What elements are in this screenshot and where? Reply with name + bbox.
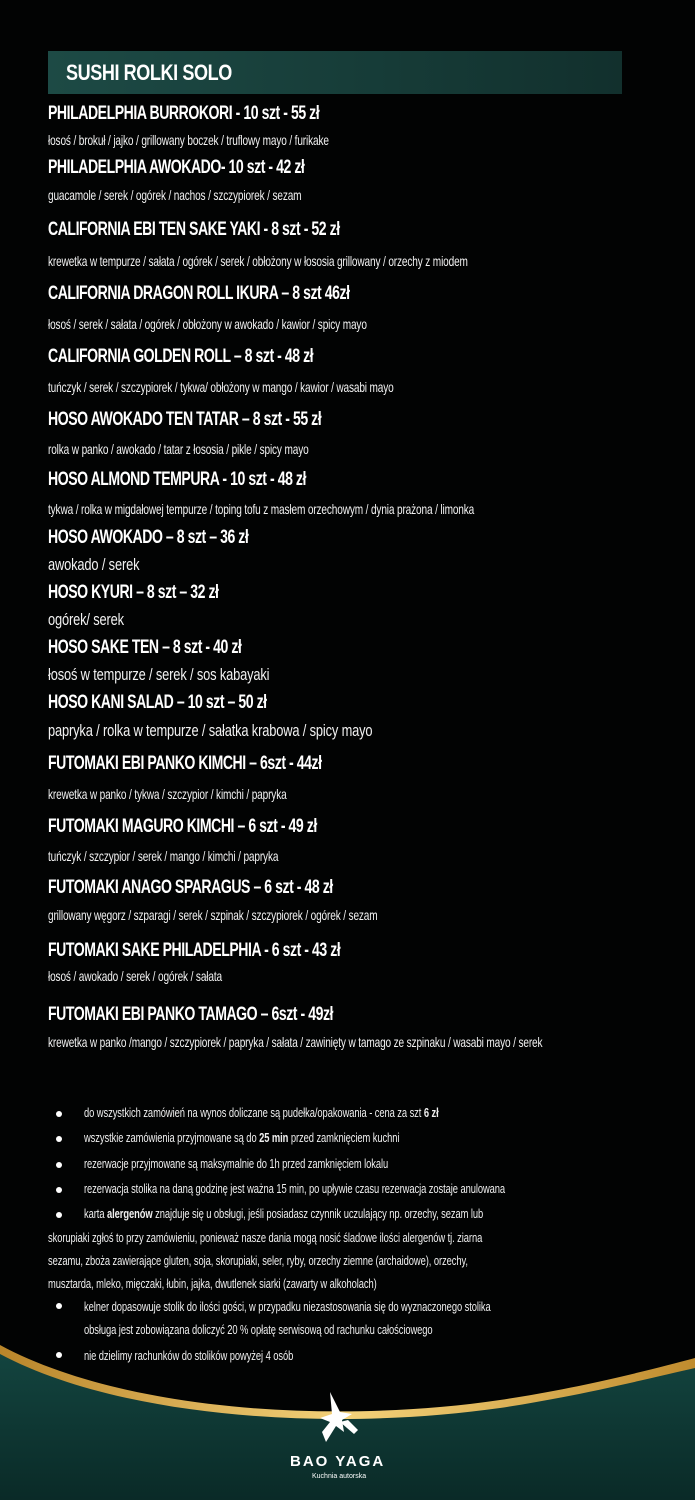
- note-service-fee-cont: obsługa jest zobowiązana doliczyć 20 % opłatę serwisową od rachunku całościowego: [84, 1322, 433, 1337]
- menu-item-description: krewetka w panko /mango / szczypiorek / papryka / sałata / zawinięty w tamago ze szpinaku / wasabi mayo / serek: [48, 1034, 543, 1050]
- menu-item-description: krewetka w tempurze / sałata / ogórek / serek / obłożony w łososia grillowany / orzechy z miodem: [48, 253, 468, 269]
- menu-item-description: łosoś / brokuł / jajko / grillowany boczek / truflowy mayo / furikake: [48, 132, 329, 148]
- note-allergens-cont: skorupiaki zgłoś to przy zamówieniu, ponieważ nasze dania mogą nosić śladowe ilości alergenów tj. ziarna: [48, 1230, 483, 1245]
- note-reservation-validity: rezerwacja stolika na daną godzinę jest ważna 15 min, po upływie czasu rezerwacja zostaje anulowana: [84, 1181, 506, 1196]
- menu-item-title: FUTOMAKI EBI PANKO TAMAGO – 6szt - 49zł: [48, 1004, 334, 1025]
- note-text: przed zamknięciem kuchni: [288, 1130, 400, 1145]
- menu-item-description: grillowany węgorz / szparagi / serek / szpinak / szczypiorek / ogórek / sezam: [48, 907, 378, 923]
- note-text: znajduje się u obsługi, jeśli posiadasz czynnik uczulający np. orzechy, sezam lub: [152, 1206, 484, 1221]
- menu-item-title: HOSO KYURI – 8 szt – 32 zł: [48, 582, 219, 603]
- menu-item-title: PHILADELPHIA BURROKORI - 10 szt - 55 zł: [48, 103, 320, 124]
- menu-item-title: PHILADELPHIA AWOKADO- 10 szt - 42 zł: [48, 157, 305, 178]
- note-text: karta: [84, 1206, 107, 1221]
- bullet-icon: [56, 1162, 62, 1168]
- menu-item-description: guacamole / serek / ogórek / nachos / szczypiorek / sezam: [48, 187, 302, 203]
- menu-item-description: tykwa / rolka w migdałowej tempurze / toping tofu z masłem orzechowym / dynia prażona / limonka: [48, 501, 475, 517]
- note-allergens-cont: sezamu, zboża zawierające gluten, soja, skorupiaki, seler, ryby, orzechy ziemne (archaidowe), orzechy,: [48, 1253, 468, 1268]
- note-order-time: [84, 1130, 399, 1145]
- menu-item-title: FUTOMAKI EBI PANKO KIMCHI – 6szt - 44zł: [48, 753, 322, 774]
- menu-item-description: krewetka w panko / tykwa / szczypior / kimchi / papryka: [48, 786, 287, 802]
- note-service-fee: kelner dopasowuje stolik do ilości gości, w przypadku niezastosowania się do wyznaczonego stolika: [84, 1299, 491, 1314]
- menu-item-description: papryka / rolka w tempurze / sałatka krabowa / spicy mayo: [48, 722, 373, 740]
- menu-item-description: tuńczyk / szczypior / serek / mango / kimchi / papryka: [48, 848, 279, 864]
- menu-item-title: FUTOMAKI ANAGO SPARAGUS – 6 szt - 48 zł: [48, 877, 333, 898]
- note-emphasis: alergenów: [106, 1206, 153, 1221]
- note-allergens: [84, 1206, 483, 1221]
- menu-item-description: łosoś / serek / sałata / ogórek / obłożony w awokado / kawior / spicy mayo: [48, 316, 367, 332]
- note-text: wszystkie zamówienia przyjmowane są do: [84, 1130, 260, 1145]
- menu-item-title: HOSO ALMOND TEMPURA - 10 szt - 48 zł: [48, 469, 306, 490]
- menu-item-title: HOSO AWOKADO TEN TATAR – 8 szt - 55 zł: [48, 409, 322, 430]
- menu-item-description: awokado / serek: [48, 556, 140, 574]
- menu-item-title: HOSO SAKE TEN – 8 szt - 40 zł: [48, 637, 242, 658]
- menu-item-title: CALIFORNIA EBI TEN SAKE YAKI - 8 szt - 52 zł: [48, 219, 340, 240]
- menu-item-description: tuńczyk / serek / szczypiorek / tykwa/ obłożony w mango / kawior / wasabi mayo: [48, 379, 394, 395]
- menu-item-title: HOSO KANI SALAD – 10 szt – 50 zł: [48, 692, 267, 713]
- menu-item-description: rolka w panko / awokado / tatar z łososia / pikle / spicy mayo: [48, 441, 309, 457]
- bullet-icon: [56, 1187, 62, 1193]
- brand-logo-text: BAO YAGA: [290, 1453, 386, 1470]
- menu-item-description: łosoś / awokado / serek / ogórek / sałata: [48, 968, 222, 984]
- note-allergens-cont: musztarda, mleko, mięczaki, łubin, jajka, dwutlenek siarki (zawarty w alkoholach): [48, 1276, 377, 1291]
- bullet-icon: [56, 1212, 62, 1218]
- menu-item-description: łosoś w tempurze / serek / sos kabayaki: [48, 666, 270, 684]
- menu-item-title: HOSO AWOKADO – 8 szt – 36 zł: [48, 527, 249, 548]
- note-text: do wszystkich zamówień na wynos doliczane są pudełka/opakowania - cena za szt: [84, 1105, 424, 1120]
- menu-item-title: CALIFORNIA DRAGON ROLL IKURA – 8 szt 46zł: [48, 283, 350, 304]
- note-emphasis: 25 min: [259, 1130, 289, 1145]
- bullet-icon: [56, 1303, 62, 1309]
- bullet-icon: [56, 1111, 62, 1117]
- menu-item-title: CALIFORNIA GOLDEN ROLL – 8 szt - 48 zł: [48, 346, 314, 367]
- menu-item-title: FUTOMAKI SAKE PHILADELPHIA - 6 szt - 43 zł: [48, 940, 341, 961]
- note-reservations: rezerwacje przyjmowane są maksymalnie do 1h przed zamknięciem lokalu: [84, 1156, 389, 1171]
- note-emphasis: 6 zł: [423, 1105, 439, 1120]
- bullet-icon: [56, 1136, 62, 1142]
- note-packaging: [84, 1105, 439, 1120]
- note-bill-split: nie dzielimy rachunków do stolików powyżej 4 osób: [84, 1348, 294, 1363]
- menu-item-title: FUTOMAKI MAGURO KIMCHI – 6 szt - 49 zł: [48, 816, 317, 837]
- menu-item-description: ogórek/ serek: [48, 611, 124, 629]
- brand-subtitle: Kuchnia autorska: [312, 1473, 367, 1480]
- section-title: SUSHI ROLKI SOLO: [66, 60, 232, 85]
